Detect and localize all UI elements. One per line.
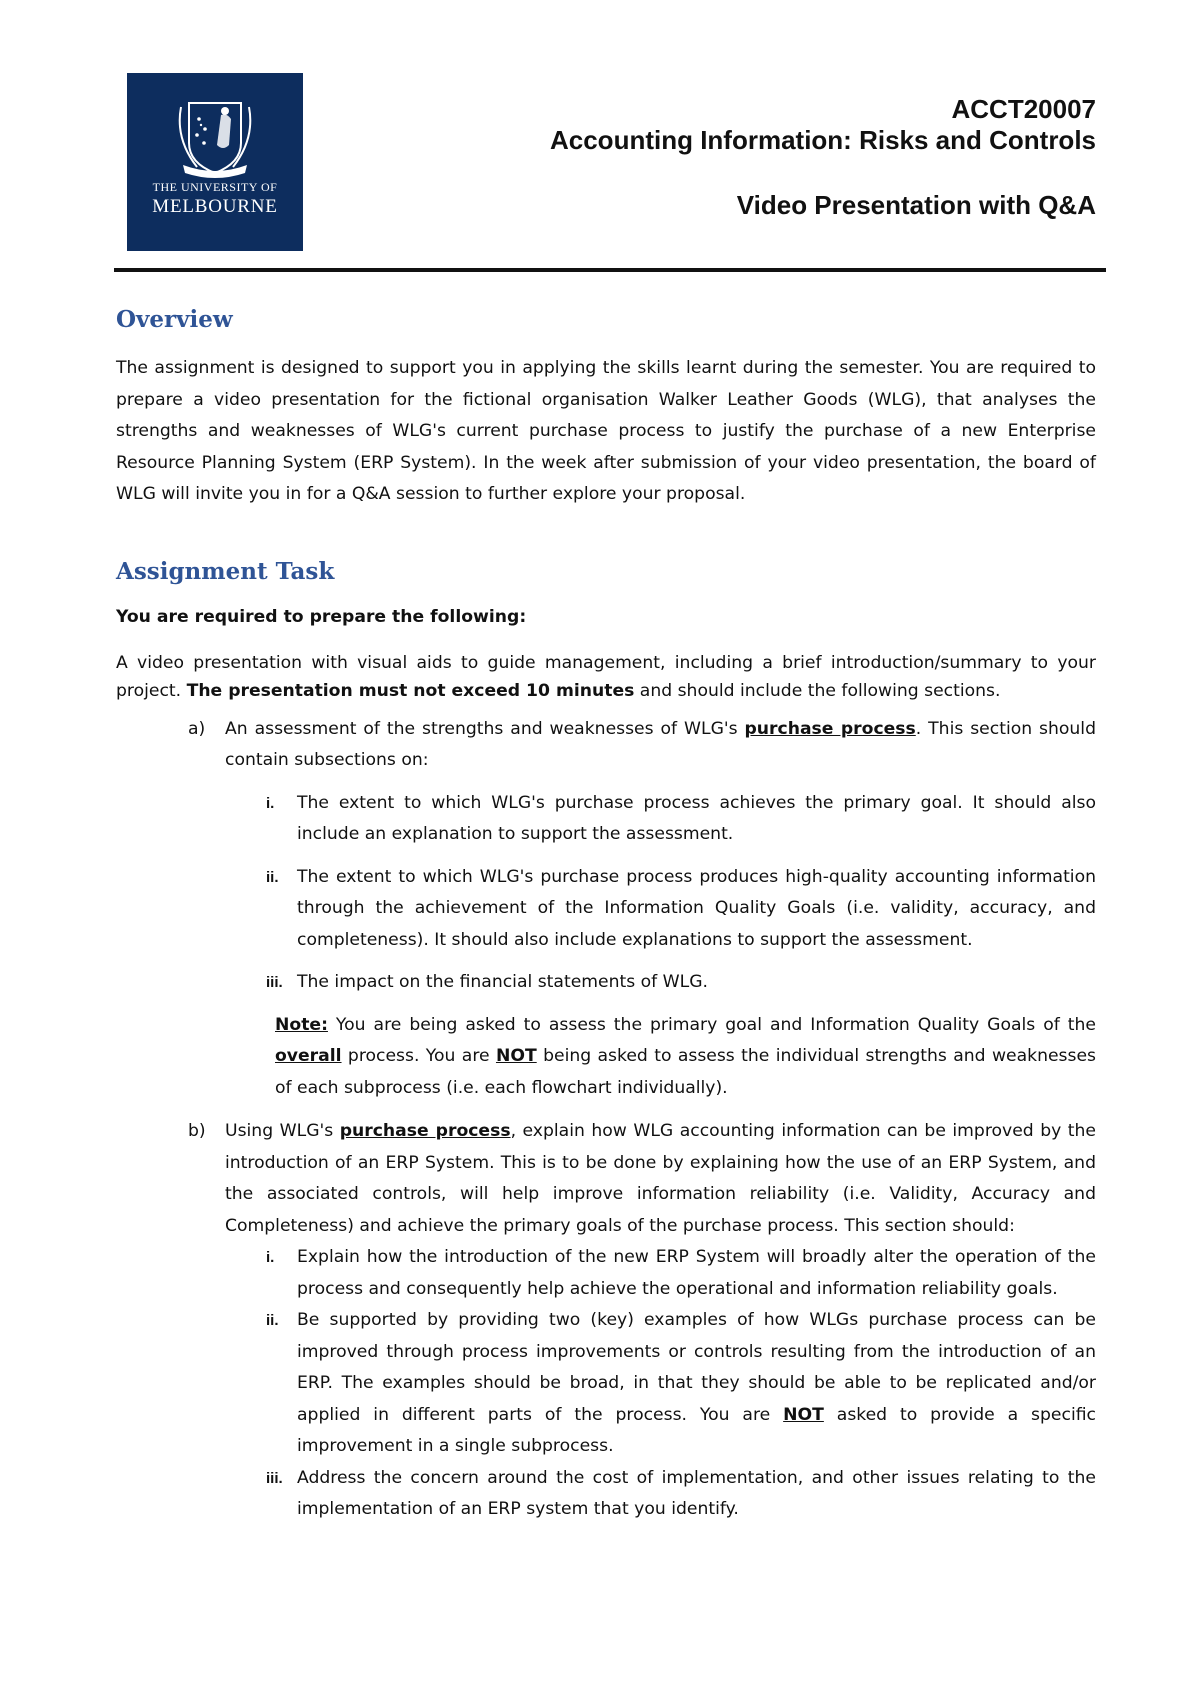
video-presentation-paragraph: [116, 649, 1096, 705]
assignment-task-heading: Assignment Task: [116, 557, 335, 585]
sub-marker: ii.: [266, 868, 279, 886]
section-b-text-post: , explain how WLG accounting information can be improved by the introduction of an ERP System. This is to be done by explaining how the use of an ERP System, and the associated controls, will help improve information reliability (i.e. Validity, Accuracy and Completeness) and achieve the primary goals of the purchase process. This section should:: [225, 1121, 1096, 1236]
video-intro-text-1: A video presentation with visual aids to guide management, including a brief introduction/summary to your project.: [116, 652, 1096, 701]
section-b-marker: b): [188, 1121, 206, 1141]
section-a-sub-i: [116, 788, 1096, 851]
sub-text: Explain how the introduction of the new ERP System will broadly alter the operation of the process and consequently help achieve the operational and information reliability goals.: [297, 1247, 1096, 1299]
section-a-underline: purchase process: [744, 718, 916, 739]
note-overall: overall: [275, 1046, 342, 1066]
section-a-sub-ii: [116, 862, 1096, 957]
university-logo: [127, 73, 303, 251]
sub-marker: i.: [266, 794, 275, 812]
sub-text-pre: Be supported by providing two (key) examples of how WLGs purchase process can be improved through process improvements or controls resulting from the introduction of an ERP. The examples should be broad, in that they should be able to be replicated and/or applied in different parts of the process. You are: [297, 1310, 1096, 1425]
sub-marker: iii.: [266, 1469, 283, 1487]
logo-line-1: THE UNIVERSITY OF: [152, 180, 278, 194]
crest-icon: [127, 73, 303, 251]
overview-paragraph: The assignment is designed to support you in applying the skills learnt during the semester. You are required to prepare a video presentation for the fictional organisation Walker Leather Goods (WLG), that analyses the strengths and weaknesses of WLG's current purchase process to justify the purchase of a new Enterprise Resource Planning System (ERP System). In the week after submission of your video presentation, the board of WLG will invite you in for a Q&A session to further explore your proposal.: [116, 358, 1096, 504]
section-b: [116, 1116, 1096, 1242]
video-duration-limit: The presentation must not exceed 10 minutes: [186, 680, 635, 701]
section-a-text-pre: An assessment of the strengths and weaknesses of WLG's: [225, 718, 745, 739]
section-b-sub-ii: [116, 1305, 1096, 1463]
note-not: NOT: [495, 1046, 537, 1066]
sub-text: The extent to which WLG's purchase process produces high-quality accounting information through the achievement of the Information Quality Goals (i.e. validity, accuracy, and completeness). It should also include explanations to support the assessment.: [297, 866, 1096, 950]
overview-heading: Overview: [116, 306, 233, 333]
note-label: Note:: [275, 1014, 328, 1035]
sub-marker: iii.: [266, 974, 283, 991]
logo-line-2: MELBOURNE: [152, 196, 278, 217]
sub-text: The impact on the financial statements of WLG.: [297, 972, 709, 992]
document-subtitle: Video Presentation with Q&A: [736, 190, 1096, 220]
video-intro-text-2: and should include the following sections.: [634, 680, 1001, 701]
section-b-sub-iii: [116, 1463, 1096, 1526]
task-lead: You are required to prepare the following:: [116, 606, 527, 627]
document-body: [116, 300, 1096, 1526]
section-a-marker: a): [188, 718, 206, 739]
sub-marker: i.: [266, 1249, 275, 1266]
note-text-1: You are being asked to assess the primary goal and Information Quality Goals of the: [327, 1014, 1096, 1035]
section-a-sub-iii: [116, 967, 1096, 999]
section-b-underline: purchase process: [339, 1121, 511, 1141]
section-a-text-post: . This section should contain subsections on:: [225, 718, 1096, 770]
sub-text: Address the concern around the cost of implementation, and other issues relating to the implementation of an ERP system that you identify.: [297, 1467, 1096, 1519]
note-text-2: process. You are: [341, 1046, 496, 1066]
section-b-sub-i: [116, 1242, 1096, 1305]
section-a: [116, 714, 1096, 777]
course-title: Accounting Information: Risks and Controls: [549, 125, 1096, 155]
note-text-3: being asked to assess the individual strengths and weaknesses of each subprocess (i.e. each flowchart individually).: [275, 1046, 1096, 1098]
sub-marker: ii.: [266, 1312, 279, 1329]
section-a-note: [116, 1010, 1096, 1105]
course-code: ACCT20007: [951, 94, 1096, 124]
sub-text: The extent to which WLG's purchase process achieves the primary goal. It should also include an explanation to support the assessment.: [297, 792, 1096, 844]
sub-text-post: asked to provide a specific improvement in a single subprocess.: [297, 1404, 1096, 1456]
header-divider: [114, 268, 1106, 272]
section-b-text-pre: Using WLG's: [225, 1121, 340, 1141]
sub-not: NOT: [783, 1404, 824, 1425]
